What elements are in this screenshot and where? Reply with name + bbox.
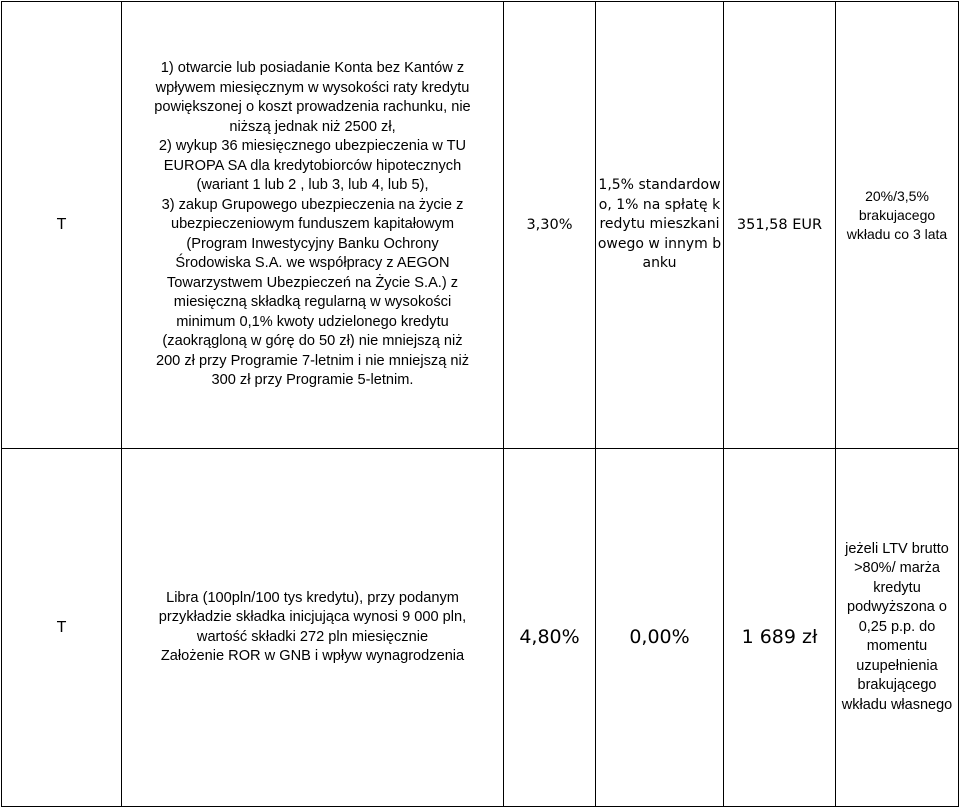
conditions-line: Środowiska S.A. we współpracy z AEGON [175,255,450,272]
extra-conditions: jeżeli LTV brutto >80%/ marża kredytu podwyższona o 0,25 p.p. do momentu uzupełnienia brakującego wkładu własnego [836,449,959,807]
conditions-line: miesięczną składką regularną w wysokości [173,294,452,311]
conditions-line: 2) wykup 36 miesięcznego ubezpieczenia w TU [158,138,467,155]
conditions-line: ubezpieczeniowym funduszem kapitałowym [170,216,455,233]
conditions-line: Libra (100pln/100 tys kredytu), przy podanym [166,589,459,606]
conditions-line: 200 zł przy Programie 7-letnim i nie mniejszą niż [155,352,470,369]
conditions-line: wpływem miesięcznym w wysokości raty kredytu [155,79,470,96]
conditions-line: (zaokrągloną w górę do 50 zł) nie mniejszą niż [162,333,463,350]
conditions-line: 300 zł przy Programie 5-letnim. [211,372,414,389]
table-row [2,2,959,449]
conditions-cell [122,449,504,807]
commission-rate: 0,00% [596,449,724,807]
installment-amount: 351,58 EUR [724,2,836,449]
conditions-line: (Program Inwestycyjny Banku Ochrony [186,235,439,252]
interest-rate: 3,30% [504,2,596,449]
row-label: T [2,2,122,449]
commission-note: 1,5% standardowo, 1% na spłatę kredytu mieszkaniowego w innym banku [596,2,724,449]
extra-conditions: 20%/3,5% brakujacego wkładu co 3 lata [836,2,959,449]
conditions-line: (wariant 1 lub 2 , lub 3, lub 4, lub 5), [196,177,429,194]
conditions-line: minimum 0,1% kwoty udzielonego kredytu [176,313,449,330]
conditions-cell [122,2,504,449]
conditions-line: przykładzie składka inicjująca wynosi 9 000 pln, [158,609,467,625]
conditions-line: Założenie ROR w GNB i wpływ wynagrodzenia [160,648,465,664]
conditions-line: 1) otwarcie lub posiadanie Konta bez Kantów z [160,60,465,77]
table-row [2,449,959,807]
conditions-line: Towarzystwem Ubezpieczeń na Życie S.A.) z [166,274,459,291]
conditions-line: EUROPA SA dla kredytobiorców hipotecznych [163,157,462,174]
conditions-line: wartość składki 272 pln miesięcznie [196,628,429,645]
conditions-line: powiększonej o koszt prowadzenia rachunku, nie [154,99,471,116]
conditions-line: 3) zakup Grupowego ubezpieczenia na życie z [161,196,464,213]
conditions-line: niższą jednak niż 2500 zł, [229,118,396,135]
offers-table [1,1,959,807]
installment-amount: 1 689 zł [724,449,836,807]
row-label: T [2,449,122,807]
interest-rate: 4,80% [504,449,596,807]
